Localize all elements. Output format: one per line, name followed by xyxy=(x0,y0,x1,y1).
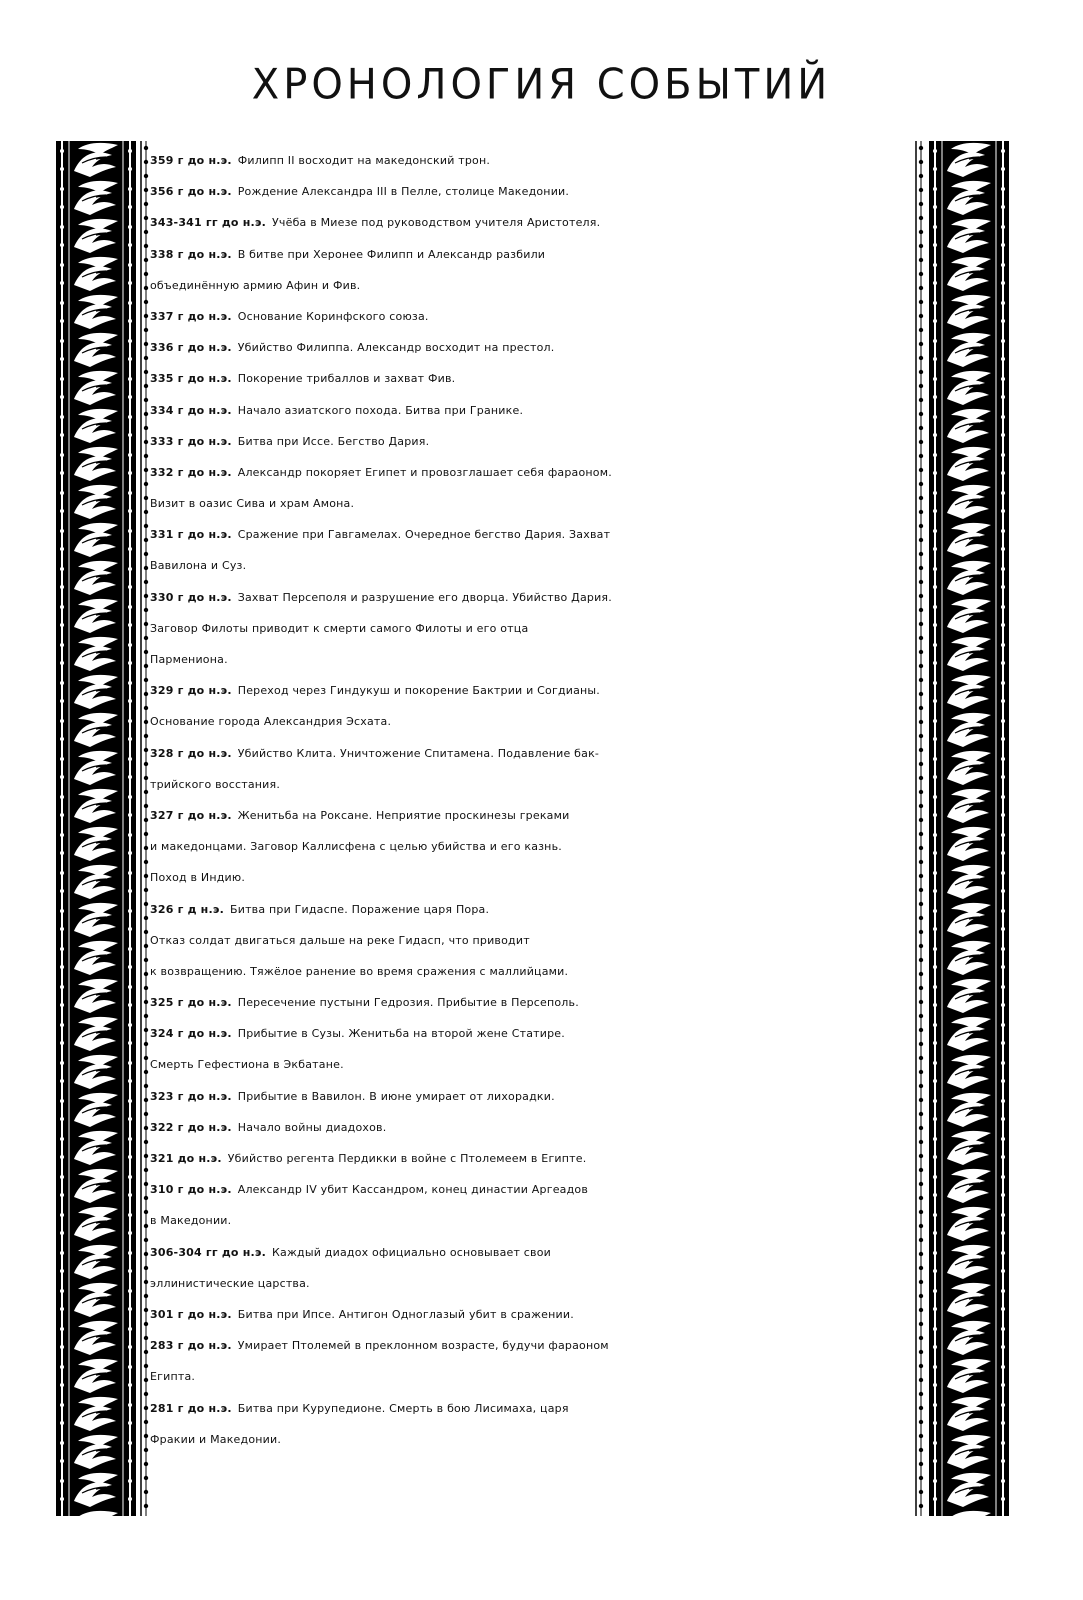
event-text: Александр покоряет Египет и провозглашает себя фараоном. xyxy=(237,465,612,479)
event-text: Битва при Ипсе. Антигон Одноглазый убит в сражении. xyxy=(237,1307,574,1321)
event-date: 356 г до н.э. xyxy=(150,185,232,199)
timeline-line xyxy=(150,1018,920,1049)
event-date: 333 г до н.э. xyxy=(150,434,232,448)
event-text: Убийство Клита. Уничтожение Спитамена. Подавление бак- xyxy=(237,746,600,760)
event-text: Убийство регента Пердикки в войне с Птолемеем в Египте. xyxy=(227,1152,587,1165)
event-text: трийского восстания. xyxy=(150,777,281,791)
event-text: Начало азиатского похода. Битва при Гранике. xyxy=(237,403,524,417)
event-text: Египта. xyxy=(150,1370,196,1384)
timeline-line xyxy=(150,426,920,457)
right-ornamental-border xyxy=(929,141,1009,1516)
event-date: 335 г до н.э. xyxy=(150,372,232,386)
timeline-line xyxy=(150,301,920,332)
event-text: Поход в Индию. xyxy=(150,871,246,885)
event-date: 336 г до н.э. xyxy=(150,341,232,355)
event-text: Битва при Курупедионе. Смерть в бою Лисимаха, царя xyxy=(237,1401,569,1415)
event-text: Отказ солдат двигаться дальше на реке Гидасп, что приводит xyxy=(150,933,530,947)
event-date: 337 г до н.э. xyxy=(150,309,232,323)
event-text: Основание города Александрия Эсхата. xyxy=(150,715,392,729)
timeline-line xyxy=(150,1049,920,1080)
timeline-line xyxy=(150,488,920,519)
event-text: Начало войны диадохов. xyxy=(237,1120,387,1134)
event-text: Переход через Гиндукуш и покорение Бактрии и Согдианы. xyxy=(237,684,601,698)
timeline-line xyxy=(150,1424,920,1455)
event-text: Каждый диадох официально основывает свои xyxy=(272,1245,551,1259)
timeline-line xyxy=(150,1330,920,1361)
event-text: объединённую армию Афин и Фив. xyxy=(150,278,361,292)
timeline-line xyxy=(150,207,920,238)
timeline-line xyxy=(150,1081,920,1112)
timeline-line xyxy=(150,270,920,301)
timeline-line xyxy=(150,519,920,550)
event-text: Визит в оазис Сива и храм Амона. xyxy=(150,497,355,511)
left-border-rail xyxy=(138,141,150,1516)
event-text: Битва при Иссе. Бегство Дария. xyxy=(237,434,430,448)
event-text: Покорение трибаллов и захват Фив. xyxy=(237,372,456,386)
timeline-line xyxy=(150,769,920,800)
event-date: 334 г до н.э. xyxy=(150,403,232,417)
timeline-line xyxy=(150,550,920,581)
event-text: к возвращению. Тяжёлое ранение во время сражения с маллийцами. xyxy=(150,964,569,978)
event-text: Учёба в Миезе под руководством учителя Аристотеля. xyxy=(272,216,601,230)
event-text: и македонцами. Заговор Каллисфена с целью убийства и его казнь. xyxy=(150,840,562,854)
event-text: Умирает Птолемей в преклонном возрасте, будучи фараоном xyxy=(237,1339,609,1353)
event-date: 324 г до н.э. xyxy=(150,1027,232,1041)
event-date: 306-304 гг до н.э. xyxy=(150,1245,266,1259)
event-text: Прибытие в Сузы. Женитьба на второй жене Статире. xyxy=(237,1027,565,1041)
event-date: 332 г до н.э. xyxy=(150,465,232,479)
event-date: 321 до н.э. xyxy=(150,1152,222,1165)
timeline-line xyxy=(150,613,920,644)
event-text: Филипп II восходит на македонский трон. xyxy=(237,154,491,167)
event-date: 329 г до н.э. xyxy=(150,684,232,698)
timeline-line xyxy=(150,457,920,488)
event-date: 343-341 гг до н.э. xyxy=(150,216,266,230)
right-ornament-pattern xyxy=(929,141,1009,1516)
event-text: Битва при Гидаспе. Поражение царя Пора. xyxy=(229,902,490,916)
event-text: Захват Персеполя и разрушение его дворца. Убийство Дария. xyxy=(237,590,612,604)
event-text: Фракии и Македонии. xyxy=(150,1432,282,1446)
event-date: 328 г до н.э. xyxy=(150,746,232,760)
timeline-line xyxy=(150,831,920,862)
event-date: 331 г до н.э. xyxy=(150,528,232,542)
timeline-line xyxy=(150,239,920,270)
timeline-line xyxy=(150,332,920,363)
timeline-line xyxy=(150,395,920,426)
timeline-line xyxy=(150,675,920,706)
event-date: 322 г до н.э. xyxy=(150,1120,232,1134)
event-date: 283 г до н.э. xyxy=(150,1339,232,1353)
timeline-line xyxy=(150,145,920,176)
left-ornamental-border xyxy=(56,141,136,1516)
event-date: 310 г до н.э. xyxy=(150,1183,232,1197)
event-date: 327 г до н.э. xyxy=(150,808,232,822)
timeline-line xyxy=(150,1393,920,1424)
event-text: эллинистические царства. xyxy=(150,1276,310,1290)
event-text: Вавилона и Суз. xyxy=(150,559,247,573)
event-text: В битве при Херонее Филипп и Александр разбили xyxy=(237,247,546,261)
event-date: 301 г до н.э. xyxy=(150,1307,232,1321)
event-text: Заговор Филоты приводит к смерти самого Филоты и его отца xyxy=(150,621,529,635)
event-text: Смерть Гефестиона в Экбатане. xyxy=(150,1058,344,1072)
event-date: 359 г до н.э. xyxy=(150,154,232,167)
timeline-line xyxy=(150,800,920,831)
timeline-line xyxy=(150,1205,920,1236)
timeline-line xyxy=(150,1174,920,1205)
event-date: 281 г до н.э. xyxy=(150,1401,232,1415)
timeline-list xyxy=(150,145,920,1455)
timeline-line xyxy=(150,1361,920,1392)
timeline-line xyxy=(150,1112,920,1143)
left-ornament-pattern xyxy=(56,141,136,1516)
event-text: Сражение при Гавгамелах. Очередное бегство Дария. Захват xyxy=(237,528,611,542)
event-text: Основание Коринфского союза. xyxy=(237,309,429,323)
timeline-line xyxy=(150,925,920,956)
timeline-line xyxy=(150,956,920,987)
timeline-line xyxy=(150,1237,920,1268)
page-title: ХРОНОЛОГИЯ СОБЫТИЙ xyxy=(251,60,832,110)
timeline-line xyxy=(150,1143,920,1174)
timeline-line xyxy=(150,894,920,925)
event-text: Женитьба на Роксане. Неприятие проскинезы греками xyxy=(237,808,570,822)
timeline-line xyxy=(150,363,920,394)
event-text: Пармениона. xyxy=(150,653,228,666)
timeline-line xyxy=(150,644,920,675)
event-date: 323 г до н.э. xyxy=(150,1089,232,1103)
timeline-line xyxy=(150,987,920,1018)
timeline-line xyxy=(150,582,920,613)
event-date: 326 г д н.э. xyxy=(150,902,224,916)
event-text: в Македонии. xyxy=(150,1214,232,1228)
event-text: Рождение Александра III в Пелле, столице Македонии. xyxy=(237,185,570,199)
event-text: Александр IV убит Кассандром, конец династии Аргеадов xyxy=(237,1183,589,1197)
event-date: 330 г до н.э. xyxy=(150,590,232,604)
event-date: 338 г до н.э. xyxy=(150,247,232,261)
event-text: Прибытие в Вавилон. В июне умирает от лихорадки. xyxy=(237,1089,555,1103)
event-text: Пересечение пустыни Гедрозия. Прибытие в Персеполь. xyxy=(237,996,579,1010)
timeline-line xyxy=(150,1299,920,1330)
event-text: Убийство Филиппа. Александр восходит на престол. xyxy=(237,341,555,355)
timeline-line xyxy=(150,738,920,769)
timeline-line xyxy=(150,176,920,207)
timeline-line xyxy=(150,706,920,737)
timeline-line xyxy=(150,862,920,893)
timeline-line xyxy=(150,1268,920,1299)
event-date: 325 г до н.э. xyxy=(150,996,232,1010)
